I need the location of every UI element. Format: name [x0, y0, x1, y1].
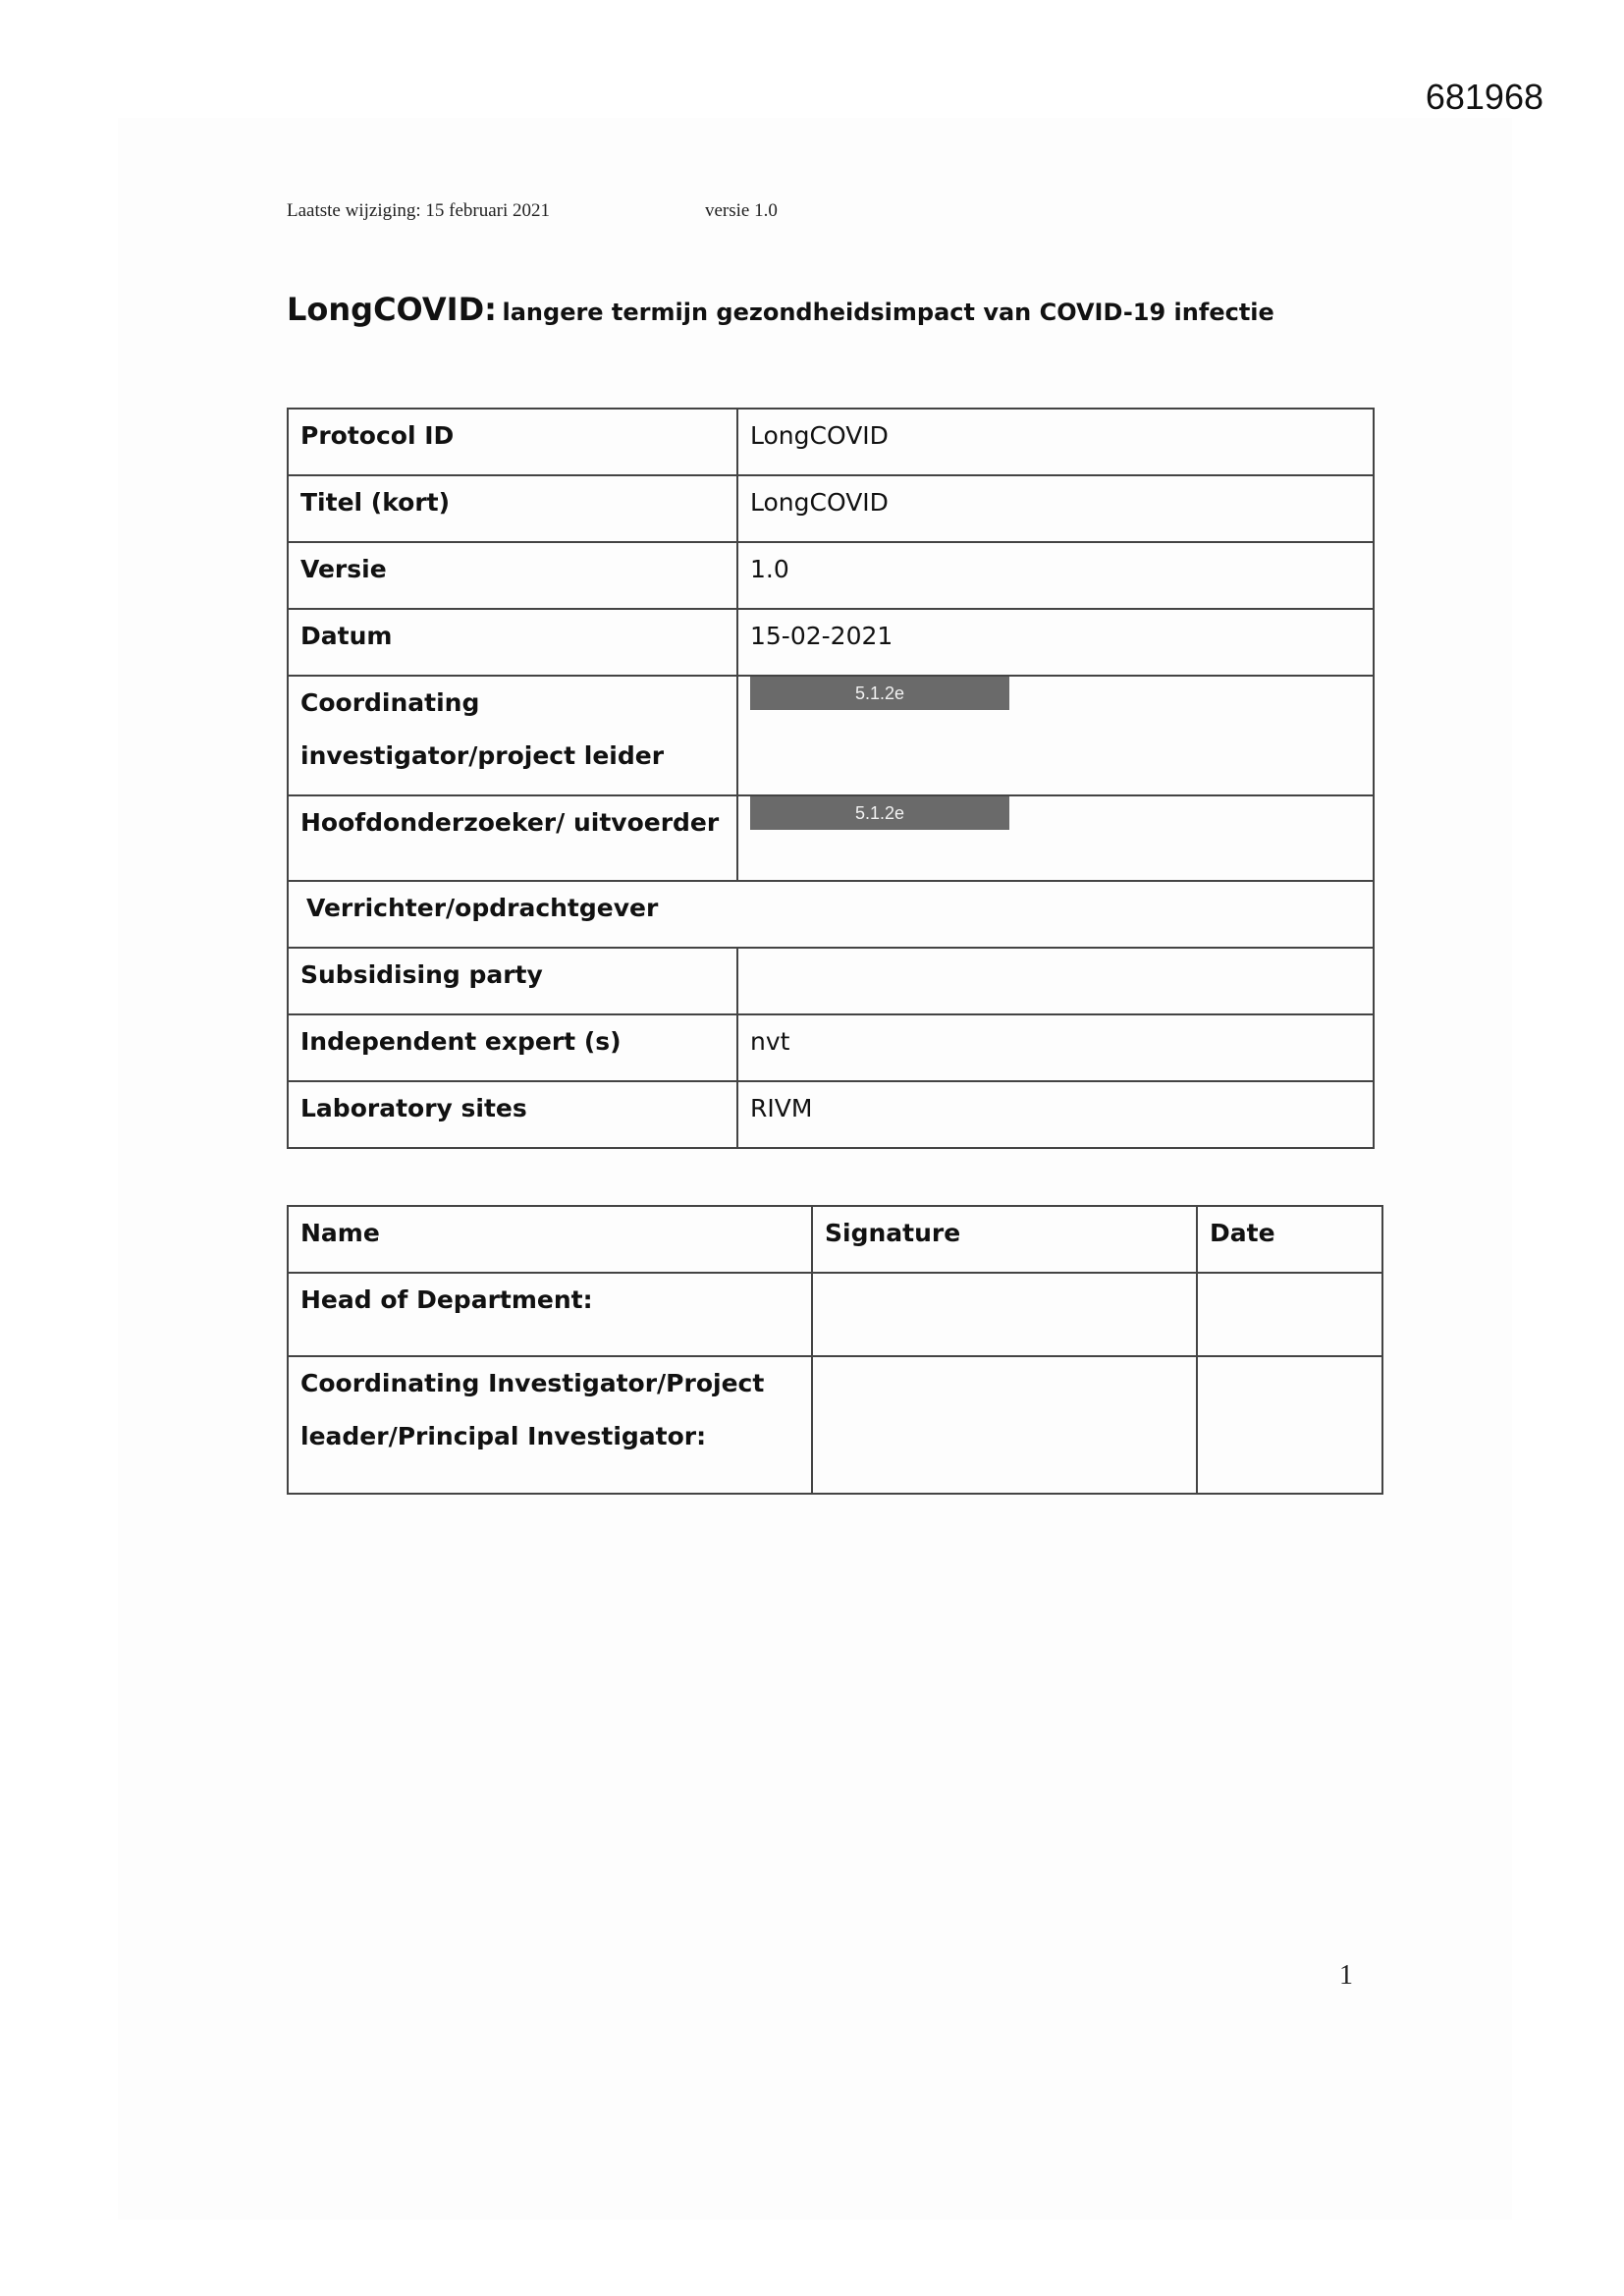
document-id: 681968 — [1425, 77, 1543, 117]
header-signature: Signature — [812, 1206, 1197, 1273]
row-key: Subsidising party — [288, 948, 737, 1014]
row-value: LongCOVID — [737, 475, 1374, 542]
table-row — [288, 676, 1374, 795]
table-header-row — [288, 1206, 1382, 1273]
table-row — [288, 881, 1374, 948]
row-key: Coordinating investigator/project leider — [288, 676, 737, 795]
document-title — [287, 291, 1274, 328]
row-key: Protocol ID — [288, 409, 737, 475]
redaction-box: 5.1.2e — [750, 677, 1009, 710]
row-name: Coordinating Investigator/Project leader/Principal Investigator: — [288, 1356, 812, 1494]
row-value: nvt — [737, 1014, 1374, 1081]
signature-table — [287, 1205, 1383, 1495]
row-value: RIVM — [737, 1081, 1374, 1148]
header-date: Date — [1197, 1206, 1382, 1273]
row-value: 1.0 — [737, 542, 1374, 609]
row-value — [737, 948, 1374, 1014]
row-value: LongCOVID — [737, 409, 1374, 475]
row-value — [737, 676, 1374, 795]
row-value — [737, 795, 1374, 881]
table-row — [288, 542, 1374, 609]
row-key: Independent expert (s) — [288, 1014, 737, 1081]
table-row — [288, 1356, 1382, 1494]
row-key: Hoofdonderzoeker/ uitvoerder — [288, 795, 737, 881]
row-key: Datum — [288, 609, 737, 676]
row-key: Versie — [288, 542, 737, 609]
table-row — [288, 948, 1374, 1014]
signature-cell — [812, 1273, 1197, 1356]
date-cell — [1197, 1356, 1382, 1494]
row-key: Laboratory sites — [288, 1081, 737, 1148]
row-key: Verrichter/opdrachtgever — [288, 881, 1374, 948]
table-row — [288, 1081, 1374, 1148]
title-subtitle: langere termijn gezondheidsimpact van COVID-19 infectie — [502, 299, 1274, 326]
version-label: versie 1.0 — [705, 200, 778, 221]
table-row — [288, 609, 1374, 676]
table-row — [288, 1273, 1382, 1356]
header-name: Name — [288, 1206, 812, 1273]
title-main: LongCOVID: — [287, 291, 497, 328]
table-row — [288, 409, 1374, 475]
protocol-table — [287, 408, 1375, 1149]
row-value: 15-02-2021 — [737, 609, 1374, 676]
row-key: Titel (kort) — [288, 475, 737, 542]
page-number: 1 — [1339, 1960, 1353, 1991]
table-row — [288, 1014, 1374, 1081]
redaction-box: 5.1.2e — [750, 796, 1009, 830]
last-modified: Laatste wijziging: 15 februari 2021 — [287, 200, 551, 221]
row-name: Head of Department: — [288, 1273, 812, 1356]
table-row — [288, 475, 1374, 542]
date-cell — [1197, 1273, 1382, 1356]
table-row — [288, 795, 1374, 881]
signature-cell — [812, 1356, 1197, 1494]
